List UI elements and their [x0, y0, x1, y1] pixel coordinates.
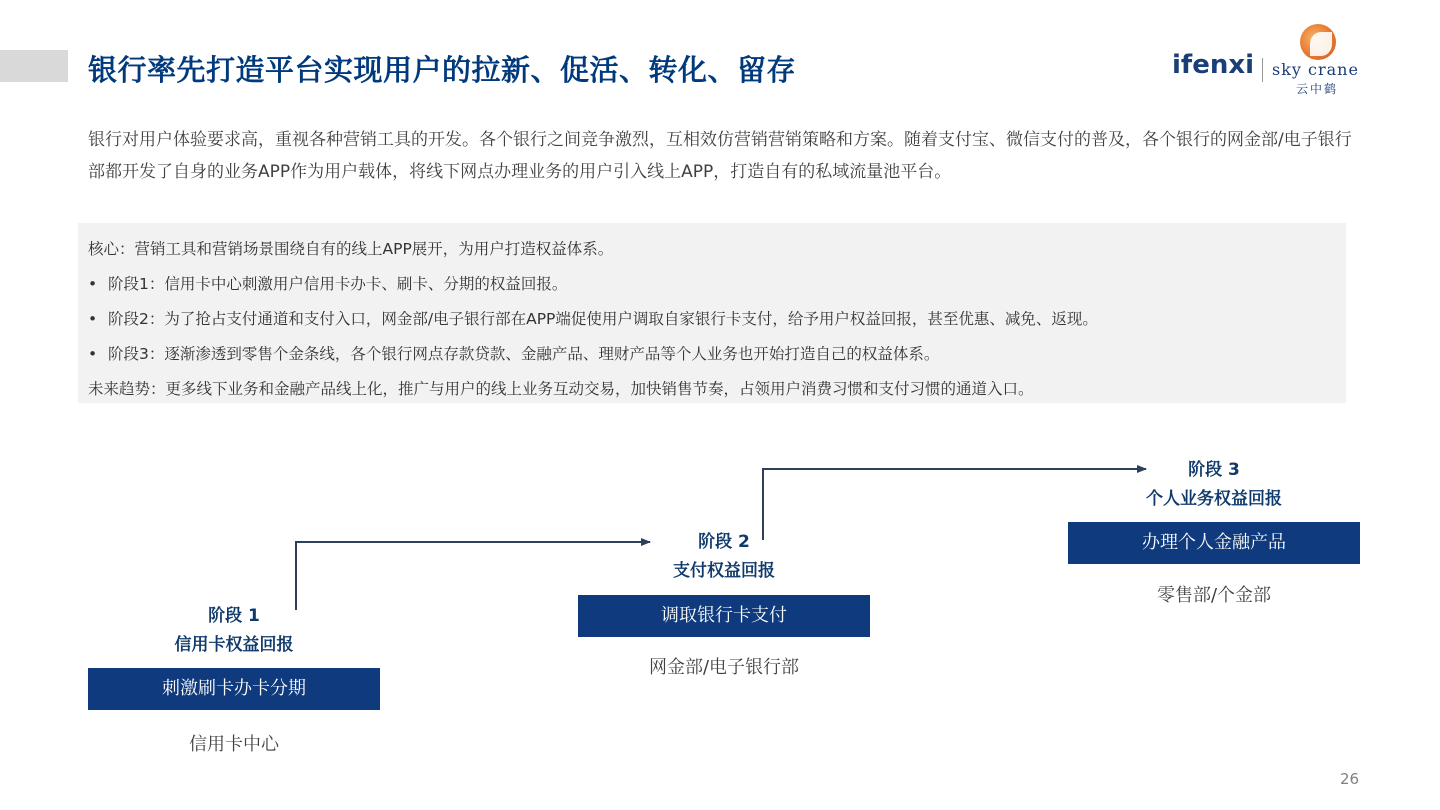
ifenxi-logo: ifenxi: [1172, 50, 1255, 80]
stage-3-label: 阶段 3: [1188, 460, 1240, 480]
skycrane-logo: [1270, 24, 1370, 100]
core-trend: 未来趋势：更多线下业务和金融产品线上化，推广与用户的线上业务互动交易，加快销售节奏，占领用户消费习惯和支付习惯的通道入口。: [88, 380, 1034, 398]
stage-2-reward: 支付权益回报: [673, 561, 775, 581]
stage-3-action-box: 办理个人金融产品: [1068, 522, 1360, 564]
stage-1-reward: 信用卡权益回报: [174, 635, 294, 655]
stage-2-heading: [578, 528, 870, 586]
stage-1-heading: [88, 602, 380, 660]
core-summary-box: [78, 223, 1346, 403]
stage-2-department: 网金部/电子银行部: [648, 657, 800, 678]
stage-2-label: 阶段 2: [698, 532, 750, 552]
stage-1-label: 阶段 1: [208, 606, 260, 626]
core-lead: 核心：营销工具和营销场景围绕自有的线上APP展开，为用户打造权益体系。: [88, 240, 614, 258]
crane-wing-icon: [1310, 32, 1332, 56]
skycrane-brand-text: sky crane: [1272, 60, 1359, 79]
page-title: 银行率先打造平台实现用户的拉新、促活、转化、留存: [88, 53, 797, 87]
stage-2-action-box: 调取银行卡支付: [578, 595, 870, 637]
stage-3-heading: [1068, 456, 1360, 514]
core-bullet-stage-2: • 阶段2：为了抢占支付通道和支付入口，网金部/电子银行部在APP端促使用户调取自家银行卡支付，给予用户权益回报，甚至优惠、减免、返现。: [88, 302, 1346, 337]
stage-1-action-box: 刺激刷卡办卡分期: [88, 668, 380, 710]
skycrane-brand-cn: 云中鹤: [1296, 82, 1339, 96]
page-number: 26: [1340, 770, 1360, 788]
stage-3-department: 零售部/个金部: [1156, 585, 1272, 606]
core-bullet-stage-1: • 阶段1：信用卡中心刺激用户信用卡办卡、刷卡、分期的权益回报。: [88, 267, 1346, 302]
intro-paragraph: 银行对用户体验要求高，重视各种营销工具的开发。各个银行之间竞争激烈，互相效仿营销营销策略和方案。随着支付宝、微信支付的普及，各个银行的网金部/电子银行部都开发了自身的业务APP作为用户载体，将线下网点办理业务的用户引入线上APP，打造自有的私域流量池平台。: [88, 130, 1352, 182]
logo-divider: [1262, 58, 1263, 82]
title-accent-bar: [0, 50, 68, 82]
stage-1-department: 信用卡中心: [189, 734, 279, 755]
stage-3-reward: 个人业务权益回报: [1146, 489, 1282, 509]
core-bullet-stage-3: • 阶段3：逐渐渗透到零售个金条线，各个银行网点存款贷款、金融产品、理财产品等个人业务也开始打造自己的权益体系。: [88, 337, 1346, 372]
